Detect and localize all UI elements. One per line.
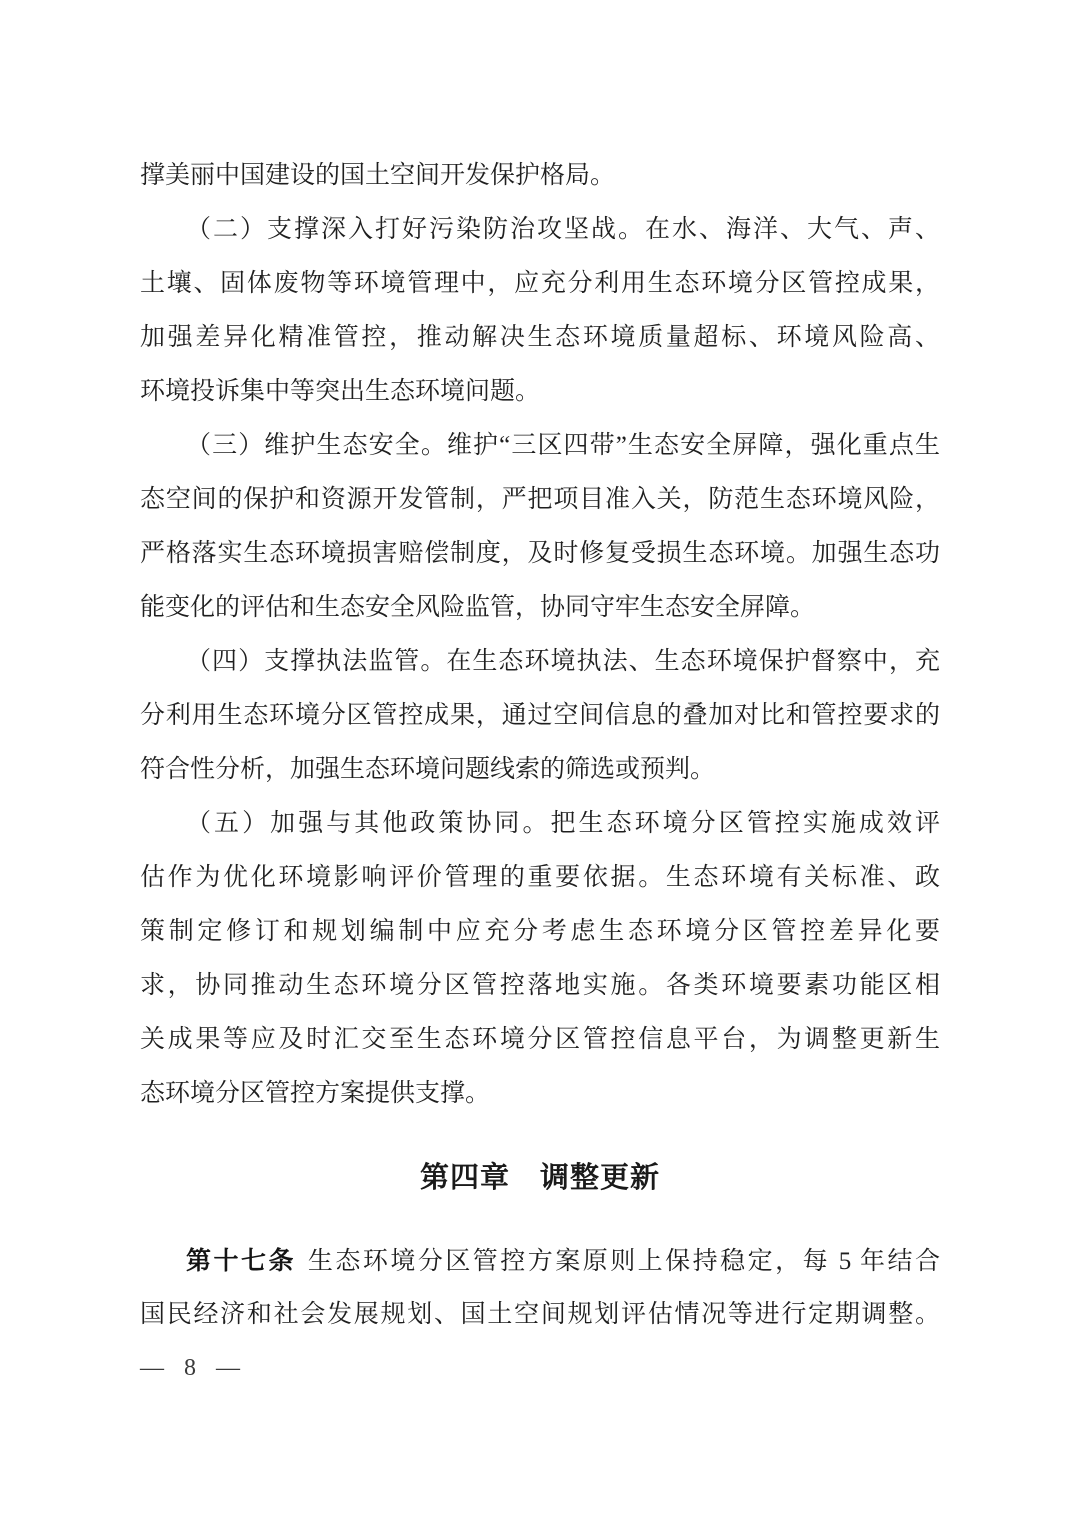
body-line: 求，协同推动生态环境分区管控落地实施。各类环境要素功能区相 <box>140 972 940 999</box>
body-line: （二）支撑深入打好污染防治攻坚战。在水、海洋、大气、声、 <box>186 216 940 243</box>
body-line: 能变化的评估和生态安全风险监管，协同守牢生态安全屏障。 <box>140 594 816 621</box>
body-line: 加强差异化精准管控，推动解决生态环境质量超标、环境风险高、 <box>140 324 940 351</box>
body-line: 符合性分析，加强生态环境问题线索的筛选或预判。 <box>140 756 716 783</box>
body-line: （四）支撑执法监管。在生态环境执法、生态环境保护督察中，充 <box>186 648 940 675</box>
body-line: 态环境分区管控方案提供支撑。 <box>140 1080 491 1107</box>
body-line: （三）维护生态安全。维护“三区四带”生态安全屏障，强化重点生 <box>186 432 940 459</box>
page-footer: — 8 — <box>140 1355 242 1381</box>
body-line: 关成果等应及时汇交至生态环境分区管控信息平台，为调整更新生 <box>140 1026 940 1053</box>
body-line: 估作为优化环境影响评价管理的重要依据。生态环境有关标准、政 <box>140 864 940 891</box>
text-block <box>140 149 940 1342</box>
body-line: 严格落实生态环境损害赔偿制度，及时修复受损生态环境。加强生态功 <box>140 540 940 567</box>
chapter-heading: 第四章 调整更新 <box>419 1162 660 1194</box>
body-line: 态空间的保护和资源开发管制，严把项目准入关，防范生态环境风险， <box>140 486 940 513</box>
article-text: 生态环境分区管控方案原则上保持稳定，每 5 年结合 <box>307 1248 940 1275</box>
body-line <box>140 1234 940 1288</box>
body-line: 土壤、固体废物等环境管理中，应充分利用生态环境分区管控成果， <box>140 270 940 297</box>
body-line: 环境投诉集中等突出生态环境问题。 <box>140 378 541 405</box>
body-line: 分利用生态环境分区管控成果，通过空间信息的叠加对比和管控要求的 <box>140 702 940 729</box>
body-line: （五）加强与其他政策协同。把生态环境分区管控实施成效评 <box>186 810 940 837</box>
article-number-label: 第十七条 <box>186 1247 296 1275</box>
body-line: 策制定修订和规划编制中应充分考虑生态环境分区管控差异化要 <box>140 918 940 945</box>
body-line: 国民经济和社会发展规划、国土空间规划评估情况等进行定期调整。 <box>140 1301 940 1328</box>
body-line: 撑美丽中国建设的国土空间开发保护格局。 <box>140 162 616 189</box>
